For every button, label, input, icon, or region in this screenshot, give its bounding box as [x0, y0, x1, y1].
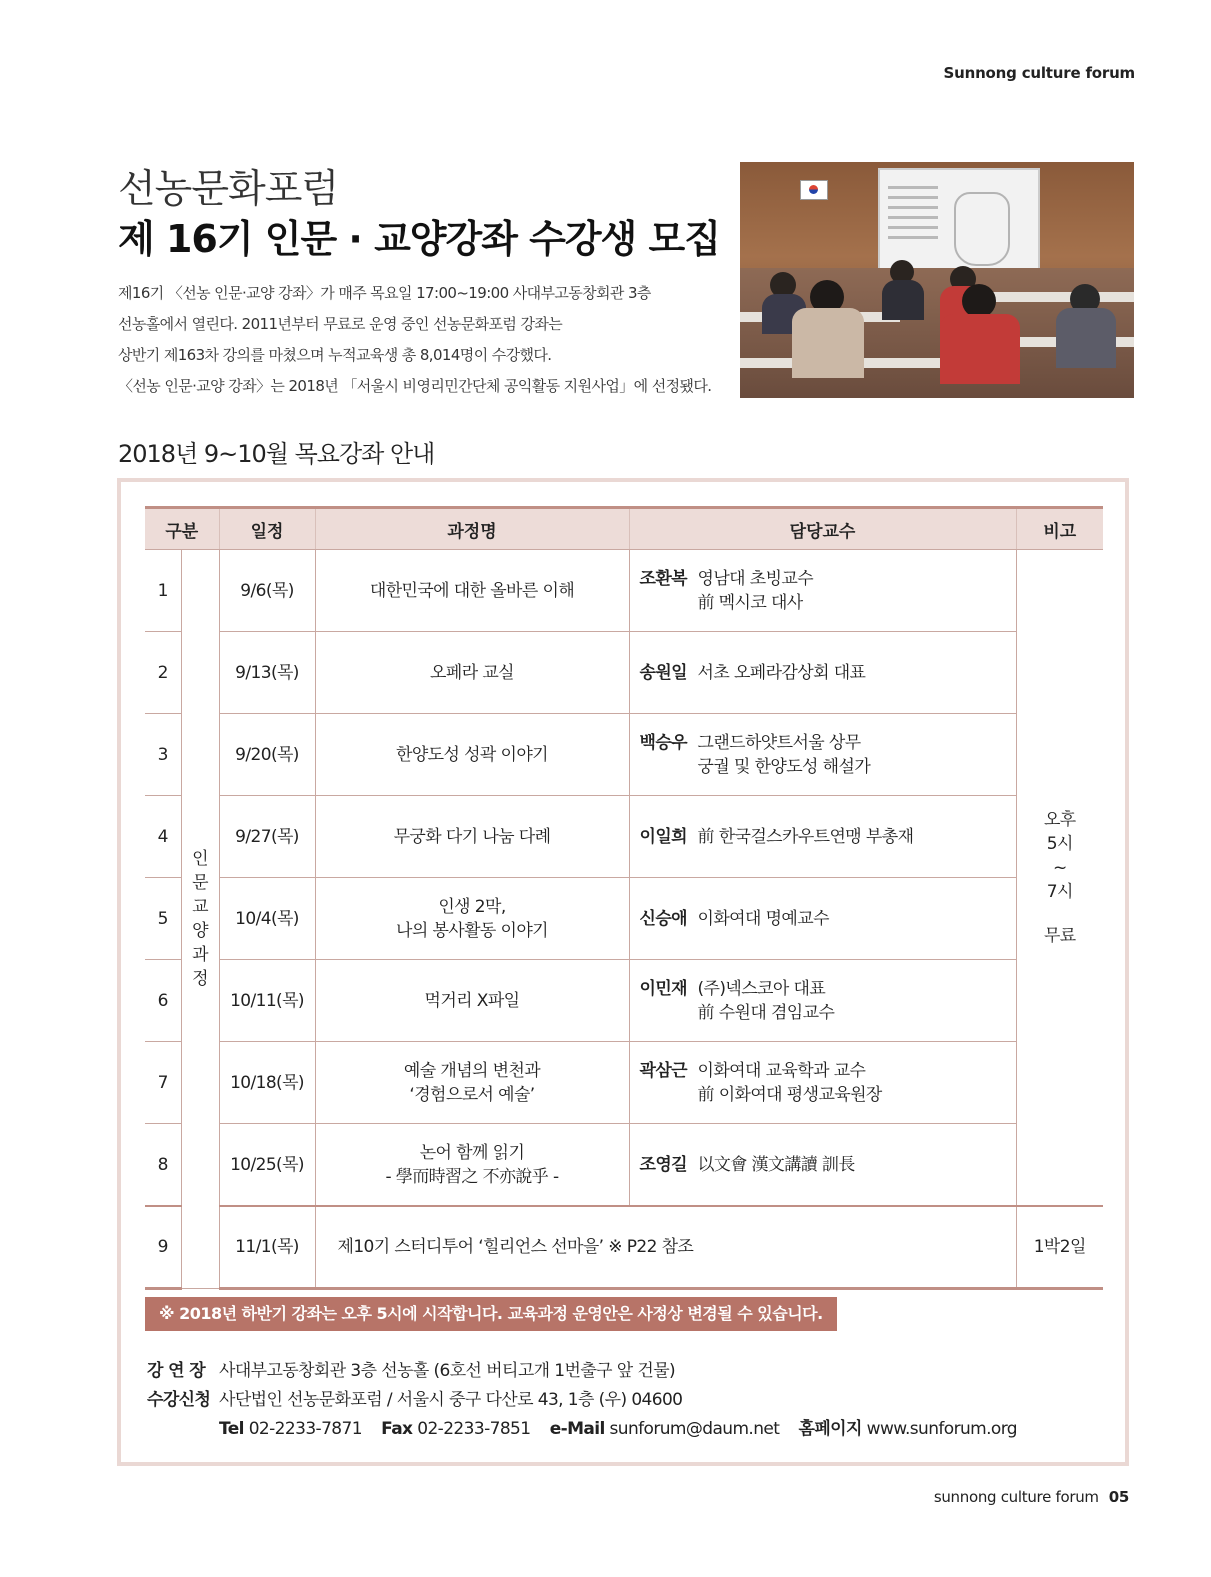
category-cell: [181, 550, 219, 1289]
intro-line: 선농홀에서 열린다. 2011년부터 무료로 운영 중인 선농문화포럼 강좌는: [118, 315, 563, 333]
table-row: [145, 878, 1103, 960]
course-line: 논어 함께 읽기: [419, 1142, 525, 1163]
venue-label: 강 연 장: [147, 1361, 206, 1381]
row-number: 9: [145, 1206, 181, 1289]
professor-name: 곽삼근: [639, 1060, 687, 1081]
row-course: [315, 632, 629, 714]
row-course: [315, 714, 629, 796]
intro-line: 〈선농 인문·교양 강좌〉는 2018년 「서울시 비영리민간단체 공익활동 지원사업」에 선정됐다.: [118, 377, 712, 395]
course-line: 나의 봉사활동 이야기: [396, 920, 549, 941]
row-course: [315, 550, 629, 632]
row-date: 9/27(목): [219, 796, 315, 878]
footer-tag: sunnong culture forum: [933, 1488, 1099, 1506]
professor-title: 이화여대 교육학과 교수: [697, 1060, 866, 1081]
table-header-row: [145, 508, 1103, 550]
row-date: 10/11(목): [219, 960, 315, 1042]
contact-line: [147, 1415, 1017, 1444]
category-char: 과: [192, 945, 208, 965]
table-row: [145, 1206, 1103, 1289]
schedule-table: [145, 506, 1103, 1290]
note-line: 무료: [1043, 925, 1076, 946]
row-professor: [629, 550, 1016, 632]
intro-text: [118, 278, 718, 402]
professor-name: 신승애: [639, 908, 687, 929]
notice-banner: ※ 2018년 하반기 강좌는 오후 5시에 시작합니다. 교육과정 운영안은 사정상 변경될 수 있습니다.: [145, 1297, 837, 1331]
professor-title: 그랜드하얏트서울 상무: [697, 732, 861, 753]
row-course: [315, 1042, 629, 1124]
col-header-professor: 담당교수: [629, 508, 1016, 550]
page-footer: [934, 1488, 1129, 1506]
row-number: 7: [145, 1042, 181, 1124]
professor-name: 조영길: [639, 1154, 687, 1175]
course-line: - 學而時習之 不亦說乎 -: [385, 1166, 559, 1187]
row-course: [315, 878, 629, 960]
tel-value: 02-2233-7871: [248, 1419, 362, 1439]
col-header-category: 구분: [145, 508, 219, 550]
row-professor: [629, 632, 1016, 714]
row-number: 1: [145, 550, 181, 632]
professor-name: 백승우: [639, 732, 687, 753]
row-professor: [629, 1042, 1016, 1124]
row-number: 5: [145, 878, 181, 960]
email-link[interactable]: sunforum@daum.net: [609, 1419, 780, 1439]
course-line: ‘경험으로서 예술’: [409, 1084, 535, 1105]
row-date: 10/18(목): [219, 1042, 315, 1124]
course-line: 무궁화 다기 나눔 다례: [393, 826, 551, 847]
email-label: e-Mail: [549, 1419, 605, 1439]
page-number: 05: [1108, 1488, 1129, 1506]
intro-line: 상반기 제163차 강의를 마쳤으며 누적교육생 총 8,014명이 수강했다.: [118, 346, 552, 364]
fax-value: 02-2233-7851: [417, 1419, 531, 1439]
course-line: 인생 2막,: [438, 896, 506, 917]
row-course: [315, 796, 629, 878]
col-header-date: 일정: [219, 508, 315, 550]
professor-title: 以文會 漢文講讀 訓長: [697, 1154, 855, 1175]
lecture-photo: [740, 162, 1134, 398]
professor-name: 송원일: [639, 662, 687, 683]
professor-title: 前 수원대 겸임교수: [697, 1002, 835, 1023]
course-line: 대한민국에 대한 올바른 이해: [369, 580, 575, 601]
homepage-label: 홈페이지: [798, 1419, 862, 1439]
table-row: [145, 1124, 1103, 1207]
row-date: 10/4(목): [219, 878, 315, 960]
row-professor: [629, 796, 1016, 878]
course-line: 예술 개념의 변천과: [403, 1060, 541, 1081]
hand-diagram-icon: [954, 192, 1010, 266]
row-professor: [629, 714, 1016, 796]
row-course: [315, 960, 629, 1042]
course-line: 먹거리 X파일: [424, 990, 520, 1011]
table-row: [145, 796, 1103, 878]
note-cell: [1016, 550, 1103, 1207]
intro-line: 제16기 〈선농 인문·교양 강좌〉가 매주 목요일 17:00~19:00 사대부고동창회관 3층: [118, 284, 651, 302]
note-line: 5시: [1046, 833, 1073, 854]
professor-name: 조환복: [639, 568, 687, 589]
professor-title: 서초 오페라감상회 대표: [697, 662, 866, 683]
col-header-note: 비고: [1016, 508, 1103, 550]
note-line: ~: [1052, 857, 1067, 878]
row-date: 9/20(목): [219, 714, 315, 796]
row-number: 3: [145, 714, 181, 796]
row-number: 8: [145, 1124, 181, 1207]
professor-title: 前 멕시코 대사: [697, 592, 803, 613]
category-char: 정: [192, 969, 208, 989]
professor-title: 이화여대 명예교수: [697, 908, 829, 929]
professor-title: 前 이화여대 평생교육원장: [697, 1084, 882, 1105]
apply-label: 수강신청: [147, 1390, 211, 1410]
row-course: [315, 1124, 629, 1207]
col-header-course: 과정명: [315, 508, 629, 550]
note-line: 오후: [1043, 809, 1076, 830]
professor-title: (주)넥스코아 대표: [697, 978, 826, 999]
row-course: [315, 1206, 1016, 1289]
flag-icon: [800, 180, 828, 200]
row-number: 2: [145, 632, 181, 714]
course-line: 한양도성 성곽 이야기: [396, 744, 549, 765]
fax-label: Fax: [381, 1419, 413, 1439]
category-char: 문: [192, 873, 208, 893]
tel-label: Tel: [219, 1419, 244, 1439]
row-date: 9/13(목): [219, 632, 315, 714]
professor-title: 前 한국걸스카우트연맹 부총재: [697, 826, 914, 847]
course-line: 제10기 스터디투어 ‘힐리언스 선마을’ ※ P22 참조: [337, 1237, 694, 1257]
section-title: 2018년 9~10월 목요강좌 안내: [118, 440, 435, 468]
table-row: [145, 632, 1103, 714]
professor-title: 영남대 초빙교수: [697, 568, 814, 589]
page-title-line2: 제 16기 인문 · 교양강좌 수강생 모집: [118, 217, 720, 261]
row-note: 1박2일: [1016, 1206, 1103, 1289]
row-number: 6: [145, 960, 181, 1042]
professor-name: 이민재: [639, 978, 687, 999]
table-row: [145, 1042, 1103, 1124]
row-number: 4: [145, 796, 181, 878]
professor-name: 이일희: [639, 826, 687, 847]
row-professor: [629, 960, 1016, 1042]
row-professor: [629, 878, 1016, 960]
contact-info: [147, 1357, 1017, 1444]
note-line: 7시: [1046, 881, 1073, 902]
table-row: [145, 550, 1103, 632]
category-char: 교: [192, 897, 208, 917]
category-char: 양: [192, 921, 208, 941]
table-row: [145, 714, 1103, 796]
professor-title: 궁궐 및 한양도성 해설가: [697, 756, 871, 777]
course-line: 오페라 교실: [430, 662, 514, 683]
header-tag: Sunnong culture forum: [943, 64, 1135, 82]
row-professor: [629, 1124, 1016, 1207]
row-date: 11/1(목): [219, 1206, 315, 1289]
row-date: 10/25(목): [219, 1124, 315, 1207]
venue-text: 사대부고동창회관 3층 선농홀 (6호선 버티고개 1번출구 앞 건물): [219, 1361, 676, 1381]
category-char: 인: [192, 849, 208, 869]
page-title-line1: 선농문화포럼: [118, 167, 339, 212]
homepage-link[interactable]: www.sunforum.org: [866, 1419, 1017, 1439]
table-row: [145, 960, 1103, 1042]
row-date: 9/6(목): [219, 550, 315, 632]
apply-text: 사단법인 선농문화포럼 / 서울시 중구 다산로 43, 1층 (우) 04600: [219, 1390, 683, 1410]
